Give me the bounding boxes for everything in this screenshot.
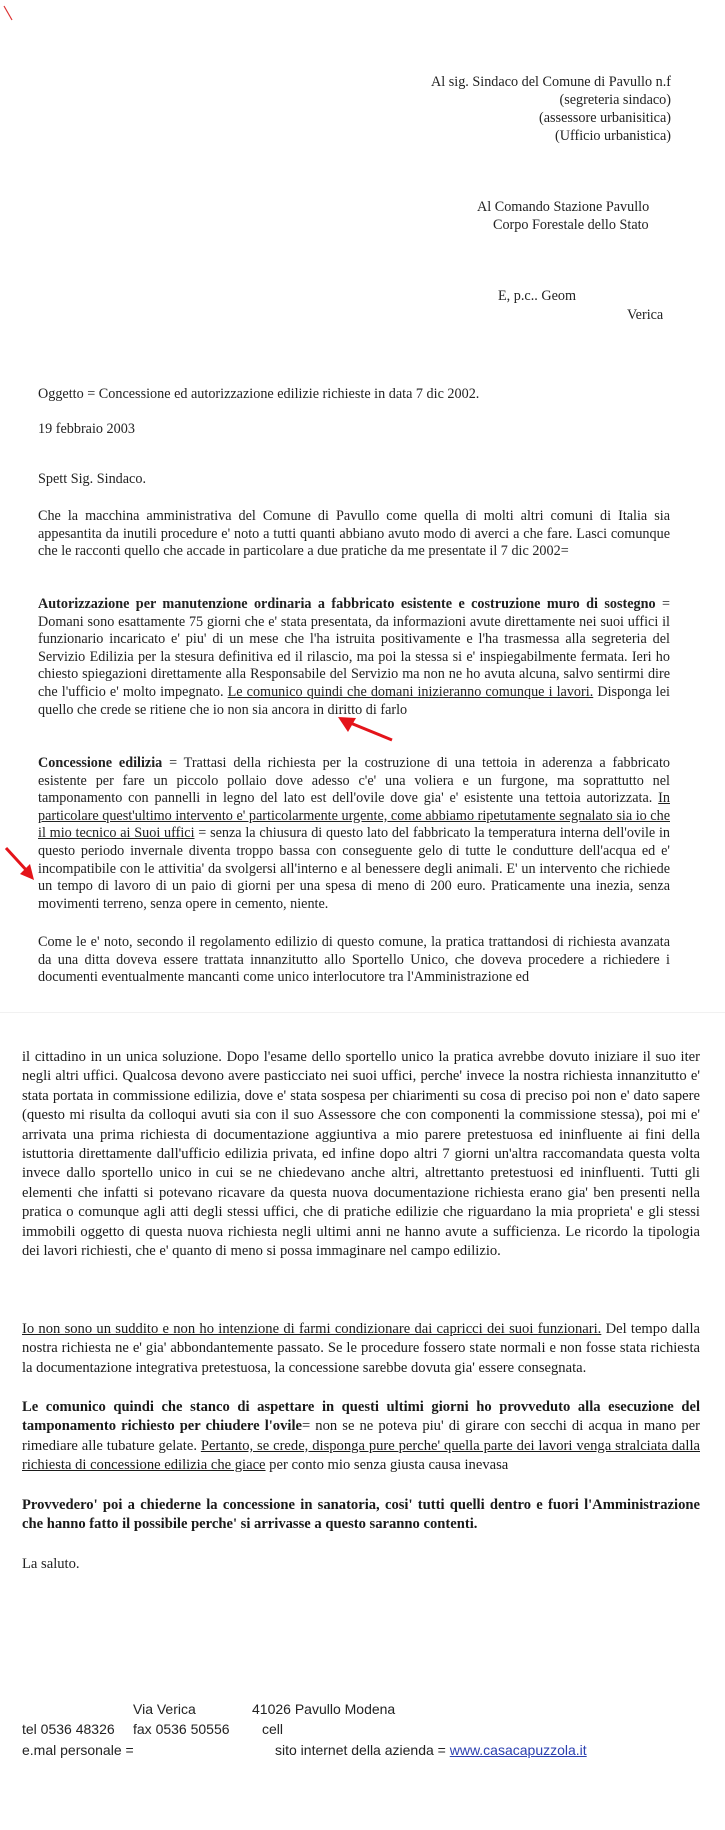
footer-email-label: e.mal personale = (22, 1742, 134, 1758)
website-link[interactable]: www.casacapuzzola.it (449, 1742, 587, 1758)
footer-site (275, 1741, 587, 1759)
underlined-statement: Pertanto, se crede, disponga pure perche' quella parte dei lavori venga stralciata dalla richiesta di concessione edilizia che giace (22, 1437, 700, 1474)
footer-street: Via Verica (133, 1701, 196, 1717)
underlined-statement: In particolare quest'ultimo intervento e' particolarmente urgente, come abbiamo ripetutamente segnalato sia io che il mio tecnico ai Suoi uffici (38, 790, 670, 842)
underlined-statement: Le comunico quindi che domani inizieranno comunque i lavori. (227, 683, 594, 700)
paragraph-sportello: Come le e' noto, secondo il regolamento edilizio di questo comune, la pratica trattandosi di richiesta avanzata da una ditta doveva essere trattata innanzitutto allo Sportello Unico, che doveva procedere a richiedere i documenti eventualmente mancanti come unico interlocutore tra l'Amministrazione ed (38, 934, 670, 986)
red-arrow-icon (6, 848, 34, 880)
paragraph-heading: Concessione edilizia (38, 755, 163, 771)
paragraph-sanatoria: Provvedero' poi a chiederne la concessione in sanatoria, cosi' tutti quelli dentro e fuori l'Amministrazione che hanno fatto il possibile perche' si arrivasse a questo saranno contenti. (22, 1497, 700, 1533)
paragraph-suddito: Io non sono un suddito e non ho intenzione di farmi condizionare dai capricci dei suoi funzionari. Del tempo dalla nostra richiesta ne e' gia' abbondantemente passato. Se le procedure fossero state normali e non fosse stata richiesta la documentazione integrativa pretestuosa, la concessione sarebbe dovuta gia' essere consegnata. (22, 1321, 701, 1376)
paragraph-tamponamento: Le comunico quindi che stanco di aspettare in questi ultimi giorni ho provveduto alla esecuzione del tamponamento richiesto per chiudere l'ovile= non se ne poteva piu' di girare con secchi di acqua in mano per rimediare alle tubature gelate. Pertanto, se crede, disponga pure perche' quella parte dei lavori venga stralciata dalla richiesta di concessione edilizia che giace per conto mio senza giusta causa inevasa (22, 1399, 700, 1474)
addressee-line: Corpo Forestale dello Stato (493, 217, 649, 233)
addressee-line: (Ufficio urbanistica) (555, 128, 671, 144)
addressee-line: (segreteria sindaco) (559, 92, 671, 108)
footer-fax: fax 0536 50556 (133, 1721, 230, 1737)
paragraph-autorizzazione: Autorizzazione per manutenzione ordinaria a fabbricato esistente e costruzione muro di sostegno = Domani sono esattamente 75 giorni che e' stata presentata, da informazioni avute direttamente nei suoi uffici il funzionario incaricato e' piu' di un mese che l'ha istruita positivamente e l'ha trasmessa alla segreteria del Servizio Edilizia per la stesura definitiva ed il rilascio, ma poi la stessa si e' inspiegabilmente fermata. Ieri ho chiesto spiegazioni direttamente alla Responsabile del Servizio ma non ne ho avuta alcuna, salvo sentirmi dire che l'ufficio e' molto impegnato. Le comunico quindi che domani inizieranno comunque i lavori. Disponga lei quello che crede se ritiene che io non sia ancora in diritto di farlo (38, 596, 670, 718)
addressee-line: E, p.c.. Geom (498, 288, 577, 304)
salutation: Spett Sig. Sindaco. (38, 471, 146, 487)
addressee-line: Al Comando Stazione Pavullo (477, 199, 650, 215)
addressee-line: Al sig. Sindaco del Comune di Pavullo n.f (431, 74, 671, 90)
footer-cell: cell (262, 1721, 284, 1737)
paragraph-concessione: Concessione edilizia = Trattasi della richiesta per la costruzione di una tettoia in aderenza a fabbricato esistente per fare un piccolo pollaio dove adesso c'e' una voliera e un furgone, ma soprattutto nel tamponamento con pannelli in legno del lato est dell'ovile dove gia' e' esistente una tettoia autorizzata. In particolare quest'ultimo intervento e' particolarmente urgente, come abbiamo ripetutamente segnalato sia io che il mio tecnico ai Suoi uffici = senza la chiusura di questo lato del fabbricato la temperatura interna dell'ovile in questo periodo invernale diventa troppo bassa con conseguente gelo di tutte le condutture dell'acqua ed e' incompatibile con le attivitia' da svolgersi all'interno e al benessere degli animali. E' un intervento che richiede un tempo di lavoro di un paio di giorni per una spesa di meno di 200 euro. Praticamente una inezia, senza movimenti terreno, senza opere in cemento, niente. (38, 755, 670, 912)
subject-line: Oggetto = Concessione ed autorizzazione edilizie richieste in data 7 dic 2002. (38, 386, 480, 402)
letter-date: 19 febbraio 2003 (38, 421, 135, 437)
closing: La saluto. (22, 1556, 80, 1572)
footer-tel: tel 0536 48326 (22, 1721, 115, 1737)
paragraph-heading: Autorizzazione per manutenzione ordinaria a fabbricato esistente e costruzione muro di sostegno (38, 596, 656, 612)
paragraph-continuation: il cittadino in un unica soluzione. Dopo l'esame dello sportello unico la pratica avrebbe dovuto iniziare il suo iter negli altri uffici. Qualcosa devono avere pasticciato nei suoi uffici, perche' invece la nostra richiesta innanzitutto e' stata portata in commissione edilizia, dove e' stata sospesa per chiarimenti su cosa di preciso poi non e' dato sapere (questo mi risulta da colloqui avuti sia con il suo Assessore che con componenti la commissione stessa), poi mi e' arrivata una prima richiesta di documentazione aggiuntiva a mio parere pretestuosa ed ininfluente ai fini della istuttoria direttamente dall'ufficio edilizia privata, ed infine dopo altri 7 giorni un'altra raccomandata questa volta invece dallo sportello unico in cui se ne chiedevano anche altri, altrettanto pretestuosi ed ininfluenti. Tutti gli elementi che infatti si potevano ricavare da questa nuova documentazione richiesta erano gia' ben presenti nella pratica o comunque agli atti degli stessi uffici, che di pratiche edilizie che riguardano la mia proprieta' e gli stessi immobili oggetto di questa nuova richiesta negli ultimi anni ne hanno avute a sufficienza. Le ricordo la tipologia dei lavori richiesti, che e' quanto di meno si possa immaginare nel campo edilizio. (22, 1049, 700, 1260)
addressee-line: (assessore urbanisitica) (539, 110, 671, 126)
pen-mark (4, 6, 12, 20)
page-break (0, 1012, 725, 1013)
intro-paragraph: Che la macchina amministrativa del Comune di Pavullo come quella di molti altri comuni di Italia sia appesantita da inutili procedure e' noto a tutti quanti abbiano avuto modo di averci a che fare. Lasci comunque che le racconti quello che accade in particolare a due pratiche da me presentate il 7 dic 2002= (38, 508, 670, 560)
addressee-line: Verica (627, 307, 664, 323)
bold-statement: Le comunico quindi che stanco di aspettare in questi ultimi giorni ho provveduto alla esecuzione del tamponamento richiesto per chiudere l'ovile (22, 1399, 700, 1435)
underlined-statement: Io non sono un suddito e non ho intenzione di farmi condizionare dai capricci dei suoi funzionari. (22, 1321, 602, 1337)
footer-city: 41026 Pavullo Modena (252, 1701, 396, 1717)
red-arrow-icon (338, 717, 392, 740)
footer-site-label: sito internet della azienda = (275, 1742, 446, 1758)
